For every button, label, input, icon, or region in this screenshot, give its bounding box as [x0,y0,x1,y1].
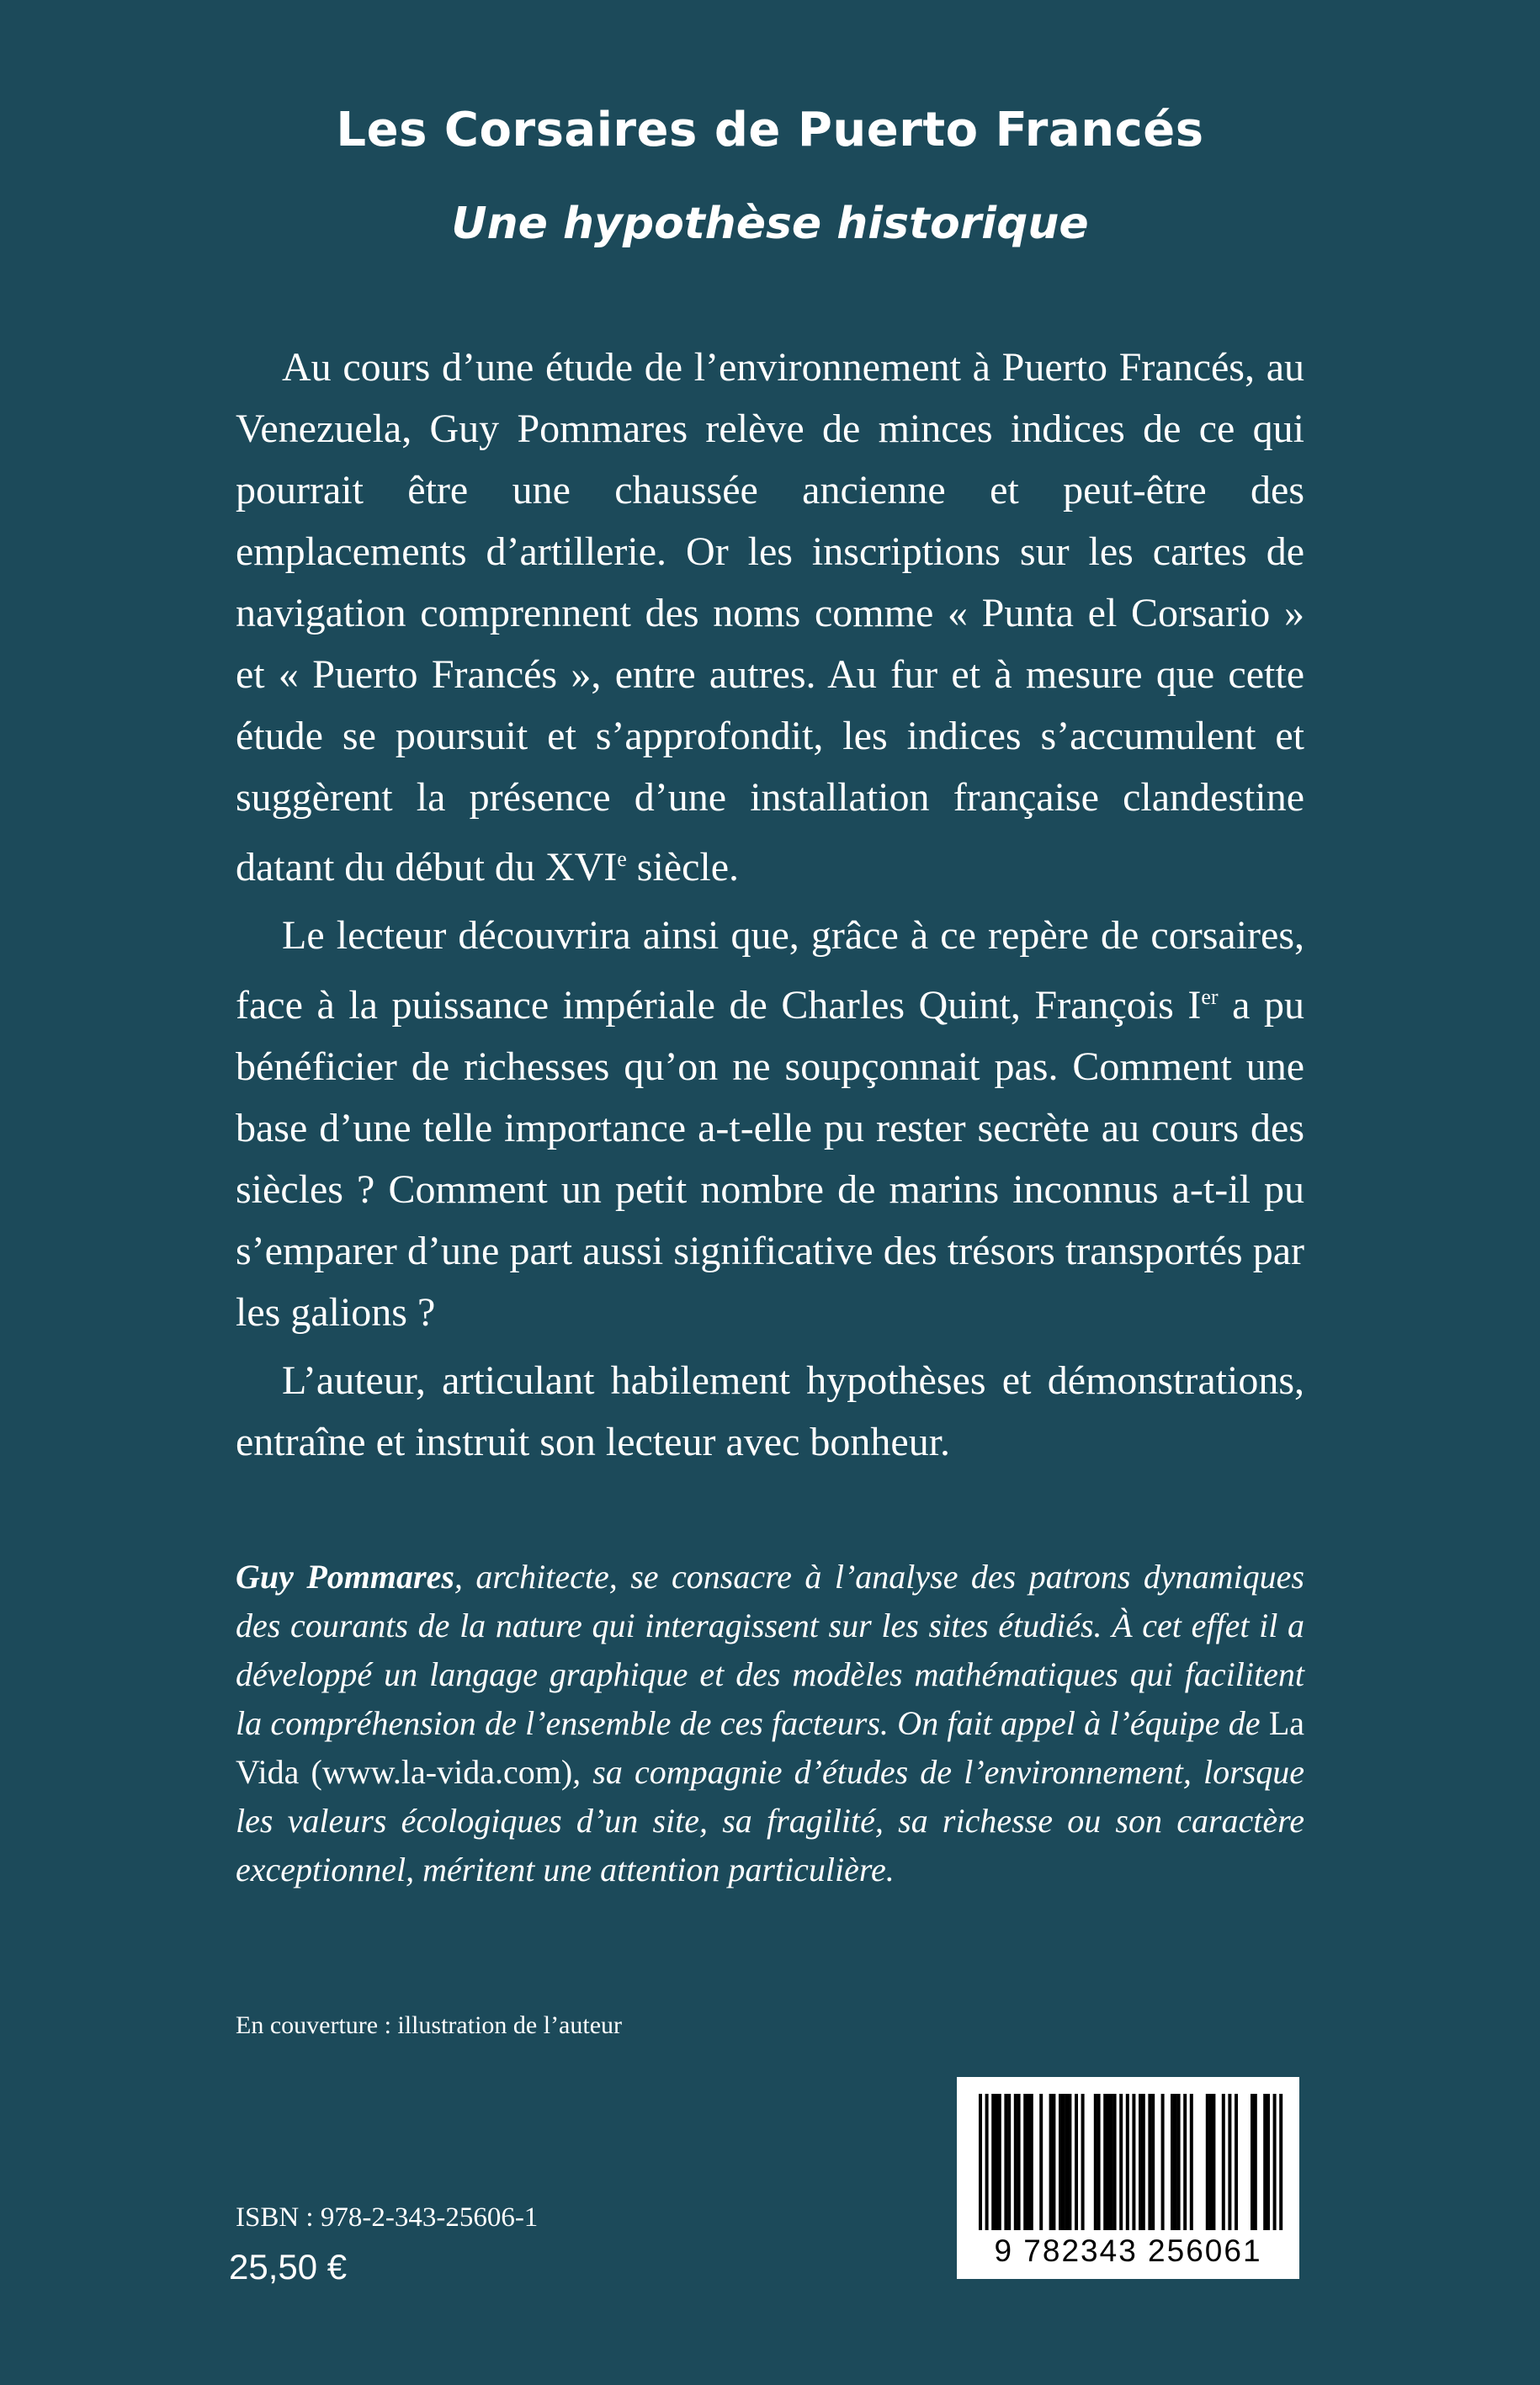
barcode-bar [1254,2094,1257,2230]
barcode-bar [1126,2094,1129,2230]
barcode-bar [991,2094,995,2230]
barcode-bar [1132,2094,1135,2230]
barcode-bar [1017,2094,1021,2230]
barcode-bar [1151,2094,1155,2230]
book-subtitle: Une hypothèse historique [451,199,1089,249]
barcode-bar [1062,2094,1065,2230]
isbn: ISBN : 978-2-343-25606-1 [236,2202,539,2233]
barcode-bar [1190,2094,1193,2230]
barcode-bar [1113,2094,1117,2230]
barcode-bar [1251,2094,1254,2230]
barcode-bar [1065,2094,1069,2230]
barcode [957,2077,1299,2279]
barcode-bar [1267,2094,1270,2230]
author-bio [236,1553,1304,1894]
price: 25,50 € [229,2247,348,2287]
barcode-bar [1139,2094,1142,2230]
barcode-bar [1177,2094,1181,2230]
barcode-bar [1052,2094,1055,2230]
blurb-p2-text: Le lecteur découvrira ainsi que, grâce à ce repère de corsaires, face à la puissance impériale de Charles Quint, François I [236,913,1304,1028]
blurb-paragraph-3: L’auteur, articulant habilement hypothèses et démonstrations, entraîne et instruit son lecteur avec bonheur. [236,1358,1304,1464]
barcode-bar [1049,2094,1053,2230]
barcode-bar [998,2094,1001,2230]
barcode-bar [1209,2094,1213,2230]
barcode-bar [1148,2094,1151,2230]
barcode-bar [1212,2094,1215,2230]
book-title: Les Corsaires de Puerto Francés [336,103,1204,157]
barcode-bar [1094,2094,1097,2230]
barcode-bar [985,2094,989,2230]
barcode-bar [1081,2094,1085,2230]
barcode-bar [1014,2094,1017,2230]
barcode-bar [1279,2094,1282,2230]
back-cover-blurb [236,337,1304,1479]
barcode-bar [1228,2094,1231,2230]
barcode-bar [1027,2094,1030,2230]
company-name: La Vida [236,1704,1304,1791]
barcode-bar [1007,2094,1011,2230]
bio-text-2: , sa compagnie d’études de l’environnement, lorsque les valeurs écologiques d’un site, sa fragilité, sa richesse ou son caractère exceptionnel, méritent une attention particulière. [236,1753,1305,1888]
barcode-bar [1206,2094,1209,2230]
barcode-digits: 9 782343 256061 [994,2234,1262,2268]
barcode-bar [1110,2094,1113,2230]
blurb-p2-superscript: er [1201,985,1219,1009]
barcode-bar [1075,2094,1078,2230]
barcode-bar [1030,2094,1033,2230]
barcode-bar [1222,2094,1225,2230]
barcode-bar [1103,2094,1107,2230]
bio-text-1: , architecte, se consacre à l’analyse des patrons dynamiques des courants de la nature qui interagissent sur les sites étudiés. À cet effet il a développé un langage graphique et des modèles mathématiques qui facilitent la compréhension de l’ensemble de ces facteurs. On fait appel à l’équipe de [236,1558,1304,1742]
barcode-bar [1107,2094,1110,2230]
barcode-bar [1273,2094,1277,2230]
company-website: (www.la-vida.com) [311,1753,573,1791]
barcode-bar [1023,2094,1027,2230]
barcode-bar [1142,2094,1145,2230]
author-name: Guy Pommares [236,1558,454,1596]
barcode-bar [1059,2094,1062,2230]
barcode-bar [979,2094,982,2230]
barcode-bar [1235,2094,1238,2230]
barcode-bar [1039,2094,1043,2230]
cover-credit: En couverture : illustration de l’auteur [236,2011,623,2039]
blurb-paragraph-2 [236,905,1304,1343]
barcode-bar [995,2094,998,2230]
barcode-bar [1174,2094,1177,2230]
barcode-bar [1263,2094,1267,2230]
blurb-p1-superscript: e [617,847,627,871]
barcode-bar [1097,2094,1101,2230]
barcode-bar [1161,2094,1165,2230]
blurb-p1-text: Au cours d’une étude de l’environnement à Puerto Francés, au Venezuela, Guy Pommares relève de minces indices de ce qui pourrait être une chaussée ancienne et peut-être des emplacements d’artillerie. Or les inscriptions sur les cartes de navigation comprennent des noms comme « Punta el Corsario » et « Puerto Francés », entre autres. Au fur et à mesure que cette étude se poursuit et s’approfondit, les indices s’accumulent et suggèrent la présence d’une installation française clandestine datant du début du XVI [236,345,1304,890]
barcode-bar [1068,2094,1071,2230]
blurb-p2-end: a pu bénéficier de richesses qu’on ne soupçonnait pas. Comment une base d’une telle importance a-t-elle pu rester secrète au cours des siècles ? Comment un petit nombre de marins inconnus a-t-il pu s’emparer d’une part aussi significative des trésors transportés par les galions ? [236,983,1305,1335]
blurb-paragraph-1 [236,337,1304,898]
barcode-bar [1119,2094,1123,2230]
blurb-p1-end: siècle. [626,845,740,890]
barcode-bar [1183,2094,1187,2230]
barcode-bar [1171,2094,1174,2230]
barcode-bar [1004,2094,1007,2230]
